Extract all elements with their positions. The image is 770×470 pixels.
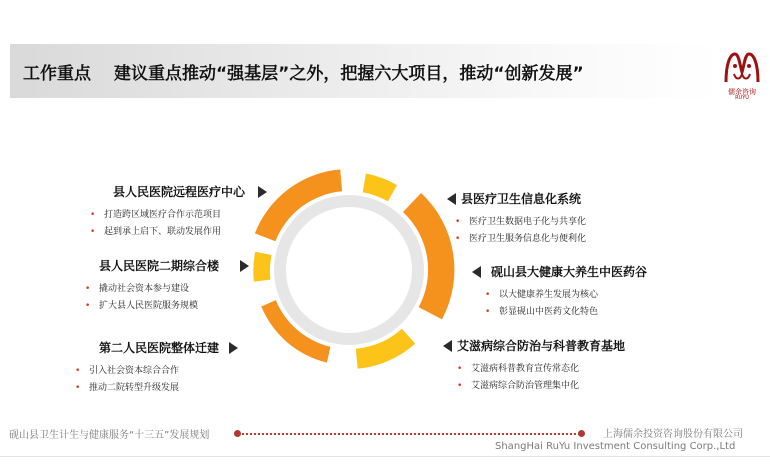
list-item: • 医疗卫生服务信息化与便利化 xyxy=(455,231,586,248)
section-bullet-list xyxy=(85,281,219,315)
list-item: • 撬动社会资本参与建设 xyxy=(85,281,219,298)
list-item: • 医疗卫生数据电子化与共享化 xyxy=(455,214,586,231)
section-remote-medical-center xyxy=(90,183,245,241)
section-second-hospital-relocation xyxy=(75,339,219,397)
section-title: 第二人民医院整体迁建 xyxy=(99,341,220,355)
section-key-label: 工作重点 xyxy=(23,64,91,84)
bullet-icon: • xyxy=(455,217,461,227)
bullet-icon: • xyxy=(485,290,491,300)
footer-dot-icon xyxy=(578,430,585,437)
footer-divider xyxy=(238,433,580,435)
bullet-icon: • xyxy=(85,284,91,294)
pointer-arrow-icon xyxy=(240,260,249,272)
list-item: • 艾滋病综合防治管理集中化 xyxy=(457,378,625,395)
bullet-icon: • xyxy=(90,227,96,237)
list-item: • 彰显砚山中医药文化特色 xyxy=(485,304,647,321)
section-info-system xyxy=(447,190,586,248)
section-title: 砚山县大健康大养生中医药谷 xyxy=(491,265,648,279)
bullet-icon: • xyxy=(75,383,81,393)
list-item: • 艾滋病科普教育宣传常态化 xyxy=(457,361,625,378)
bullet-icon: • xyxy=(85,301,91,311)
bottom-divider xyxy=(0,456,770,457)
bullet-icon: • xyxy=(455,234,461,244)
section-bullet-list xyxy=(75,363,219,397)
bullet-icon: • xyxy=(75,366,81,376)
list-item: • 推动二院转型升级发展 xyxy=(75,380,219,397)
list-item: • 打造跨区域医疗合作示范项目 xyxy=(90,207,245,224)
pointer-arrow-icon xyxy=(229,342,238,354)
ring-background xyxy=(280,201,418,339)
logo-subtext: RUYU xyxy=(735,95,749,101)
logo-text: 儒余咨询 xyxy=(728,88,756,96)
page-title: 建议重点推动“强基层”之外，把握六大项目，推动“创新发展” xyxy=(114,64,584,84)
section-title: 县医疗卫生信息化系统 xyxy=(461,192,582,206)
bullet-icon: • xyxy=(457,364,463,374)
section-bullet-list xyxy=(90,207,245,241)
section-hospital-phase2 xyxy=(85,257,219,315)
section-bullet-list xyxy=(483,287,647,321)
list-item: • 以大健康养生发展为核心 xyxy=(485,287,647,304)
pointer-arrow-icon xyxy=(447,193,456,205)
bullet-icon: • xyxy=(90,210,96,220)
section-title: 县人民医院远程医疗中心 xyxy=(113,185,246,199)
footer-company-name-en: ShangHai RuYu Investment Consulting Corp.,Ltd xyxy=(495,441,736,452)
bullet-icon: • xyxy=(485,307,491,317)
pointer-arrow-icon xyxy=(258,186,267,198)
section-bullet-list xyxy=(447,214,586,248)
bullet-icon: • xyxy=(457,381,463,391)
ring-segment-hospital-phase2 xyxy=(253,252,271,282)
section-title: 县人民医院二期综合楼 xyxy=(99,259,220,273)
pointer-arrow-icon xyxy=(443,340,452,352)
footer-plan-title: 砚山县卫生计生与健康服务“十三五”发展规划 xyxy=(9,430,210,441)
section-bullet-list xyxy=(441,361,625,395)
list-item: • 引入社会资本综合合作 xyxy=(75,363,219,380)
section-tcm-valley xyxy=(483,263,647,321)
list-item: • 扩大县人民医院服务规模 xyxy=(85,298,219,315)
list-item: • 起到承上启下、联动发展作用 xyxy=(90,224,245,241)
pointer-arrow-icon xyxy=(472,266,481,278)
ring-segment-info-system xyxy=(363,174,397,202)
section-aids-base xyxy=(441,337,625,395)
section-title: 艾滋病综合防治与科普教育基地 xyxy=(457,339,626,353)
footer-company-name: 上海儒余投资咨询股份有限公司 xyxy=(603,429,743,440)
